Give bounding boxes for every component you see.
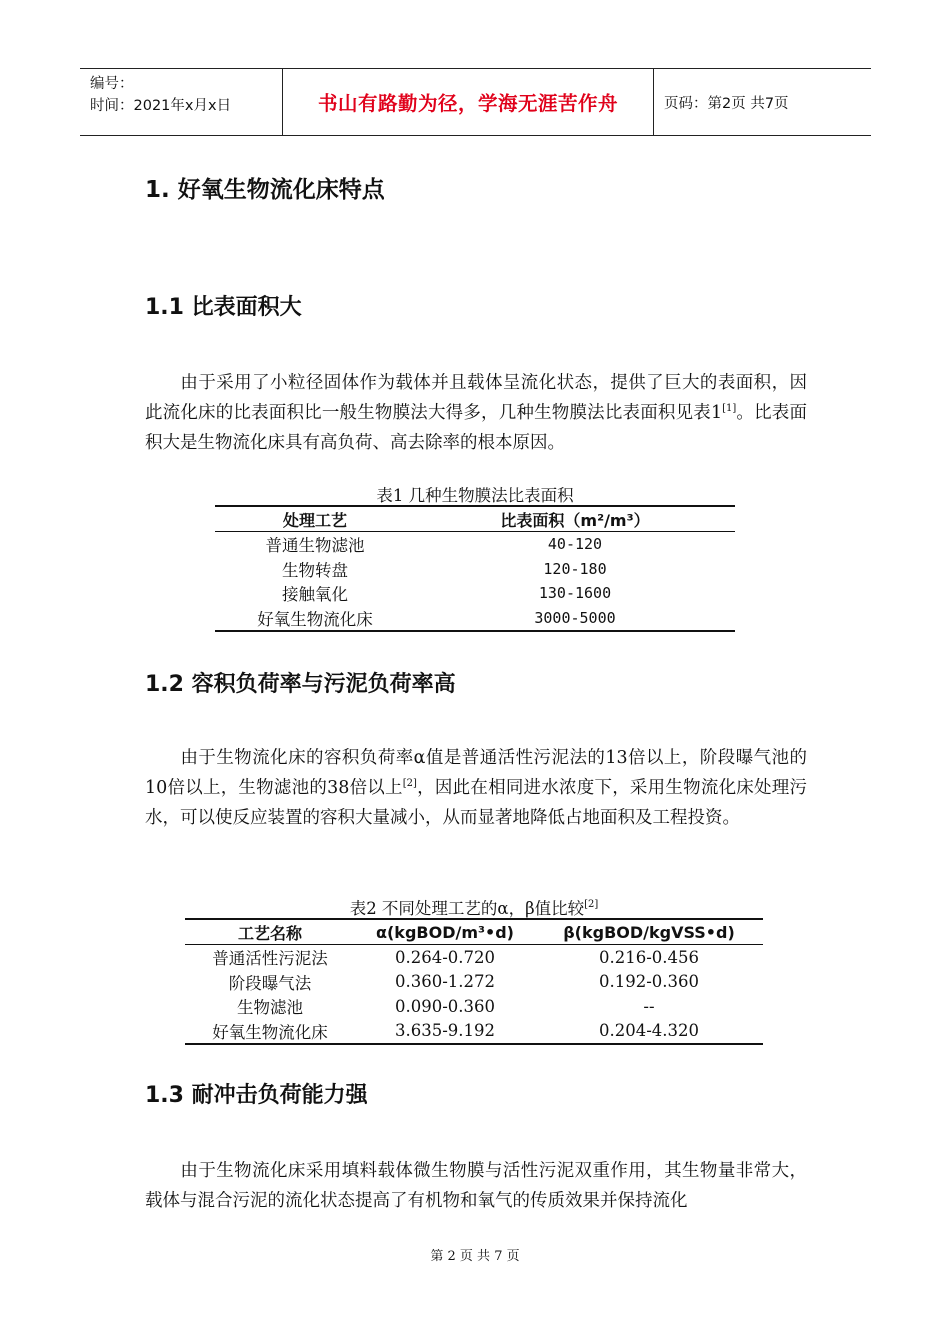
citation: [2]: [402, 778, 417, 789]
section-title-1: 1. 好氧生物流化床特点: [145, 177, 385, 203]
table-row: [185, 945, 763, 970]
citation: [1]: [722, 403, 737, 414]
page-footer: 第 2 页 共 7 页: [430, 1249, 520, 1264]
table-row: [215, 581, 735, 606]
section-title-1-3: 1.3 耐冲击负荷能力强: [145, 1083, 368, 1108]
table-cell: 好氧生物流化床: [215, 606, 415, 632]
table-row: [215, 606, 735, 632]
table-header-cell: 比表面积（m²/m³）: [415, 506, 735, 532]
table-cell: 0.216-0.456: [598, 947, 700, 967]
table-header-cell: 工艺名称: [185, 919, 355, 945]
section-title-1-2: 1.2 容积负荷率与污泥负荷率高: [145, 672, 456, 697]
table-header-cell: β(kgBOD/kgVSS•d): [535, 919, 763, 945]
page-header: [80, 68, 871, 136]
document-number-label: 编号：: [90, 76, 134, 92]
table-cell: 0.204-4.320: [535, 1019, 763, 1045]
table2-caption: 表2 不同处理工艺的α，β值比较[2]: [349, 899, 599, 918]
table-row: [185, 1019, 763, 1045]
table-cell: 3.635-9.192: [355, 1019, 535, 1045]
table-cell: 生物转盘: [282, 560, 348, 580]
paragraph-1-3: 由于生物流化床采用填料载体微生物膜与活性污泥双重作用，其生物量非常大，载体与混合污泥的流化状态提高了有机物和氧气的传质效果并保持流化: [145, 1161, 807, 1211]
table-cell: 40-120: [547, 535, 603, 554]
header-motto: 书山有路勤为径，学海无涯苦作舟: [282, 69, 654, 135]
table1-caption: 表1 几种生物膜法比表面积: [376, 486, 574, 505]
table-cell: 3000-5000: [415, 606, 735, 632]
table-cell: 120-180: [543, 559, 607, 578]
table-cell: --: [643, 996, 655, 1016]
table-cell: 130-1600: [538, 584, 612, 603]
paragraph-1-2: 由于生物流化床的容积负荷率α值是普通活性污泥法的13倍以上，阶段曝气池的10倍以上，生物滤池的38倍以上[2]，因此在相同进水浓度下，采用生物流化床处理污水，可以使反应装置的容积大量减小，从而显著地降低占地面积及工程投资。: [145, 748, 807, 828]
table-header-cell: 处理工艺: [215, 506, 415, 532]
table-header-row: [185, 919, 763, 945]
section-title-1-1: 1.1 比表面积大: [145, 295, 302, 320]
table-row: [215, 557, 735, 582]
table-cell: 0.090-0.360: [394, 996, 496, 1016]
header-meta: [80, 69, 282, 135]
table-cell: 接触氧化: [282, 585, 348, 605]
table-cell: 0.360-1.272: [394, 972, 496, 992]
paragraph-1-1: 由于采用了小粒径固体作为载体并且载体呈流化状态，提供了巨大的表面积，因此流化床的比表面积比一般生物膜法大得多，几种生物膜法比表面积见表1[1]。比表面积大是生物流化床具有高负荷、高去除率的根本原因。: [145, 373, 807, 453]
table-cell: 普通生物滤池: [265, 536, 365, 556]
table-cell: 0.264-0.720: [394, 947, 496, 967]
table-cell: 阶段曝气法: [228, 973, 312, 993]
table-cell: 好氧生物流化床: [185, 1019, 355, 1045]
header-page-info: 页码：第2页 共7页: [664, 95, 789, 112]
table-cell: 普通活性污泥法: [212, 949, 328, 969]
table-row: [215, 532, 735, 557]
table2: [185, 918, 763, 1045]
table1: [215, 505, 735, 632]
document-time: 时间：2021年x月x日: [90, 98, 232, 114]
table-header-row: [215, 506, 735, 532]
table-header-cell: α(kgBOD/m³•d): [355, 919, 535, 945]
table-cell: 0.192-0.360: [598, 972, 700, 992]
citation: [2]: [584, 899, 599, 910]
table-row: [185, 994, 763, 1019]
table-cell: 生物滤池: [237, 998, 303, 1018]
table-row: [185, 970, 763, 995]
